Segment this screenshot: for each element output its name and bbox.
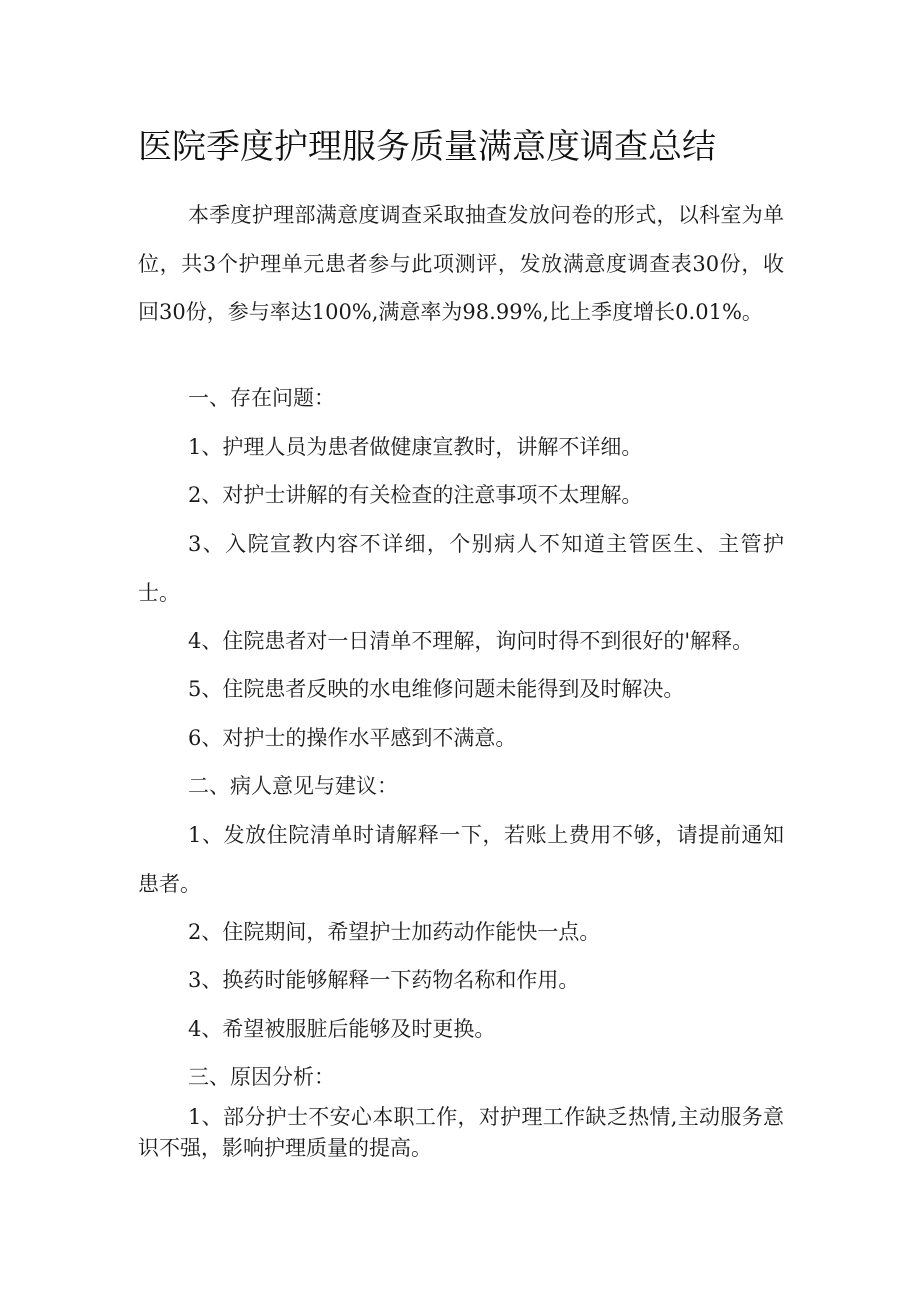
problem-item: 6、对护士的操作水平感到不满意。: [188, 726, 517, 750]
problem-item: 1、护理人员为患者做健康宣教时，讲解不详细。: [188, 435, 643, 459]
suggestion-item: 1、发放住院清单时请解释一下，若账上费用不够，请提前通知患者。: [138, 823, 784, 896]
problem-item: 4、住院患者对一日清单不理解，询问时得不到很好的'解释。: [188, 629, 754, 653]
document-title: 医院季度护理服务质量满意度调查总结: [138, 127, 716, 167]
problem-item: 3、入院宣教内容不详细，个别病人不知道主管医生、主管护士。: [138, 532, 784, 605]
section-heading-suggestions: 二、病人意见与建议：: [188, 774, 398, 798]
suggestion-item: 2、住院期间，希望护士加药动作能快一点。: [188, 920, 601, 944]
suggestion-item: 4、希望被服脏后能够及时更换。: [188, 1017, 496, 1041]
problem-item: 5、住院患者反映的水电维修问题未能得到及时解决。: [188, 677, 685, 701]
section-heading-problems: 一、存在问题：: [188, 386, 335, 410]
section-heading-analysis: 三、原因分析：: [188, 1065, 335, 1089]
analysis-item: 1、部分护士不安心本职工作，对护理工作缺乏热情,主动服务意识不强，影响护理质量的提高。: [138, 1105, 784, 1160]
problem-item: 2、对护士讲解的有关检查的注意事项不太理解。: [188, 483, 643, 507]
suggestion-item: 3、换药时能够解释一下药物名称和作用。: [188, 968, 580, 992]
intro-paragraph: 本季度护理部满意度调查采取抽查发放问卷的形式，以科室为单位，共3个护理单元患者参与此项测评，发放满意度调查表30份，收回30份，参与率达100%,满意率为98.99%,比上季度增长0.01%。: [138, 203, 784, 324]
